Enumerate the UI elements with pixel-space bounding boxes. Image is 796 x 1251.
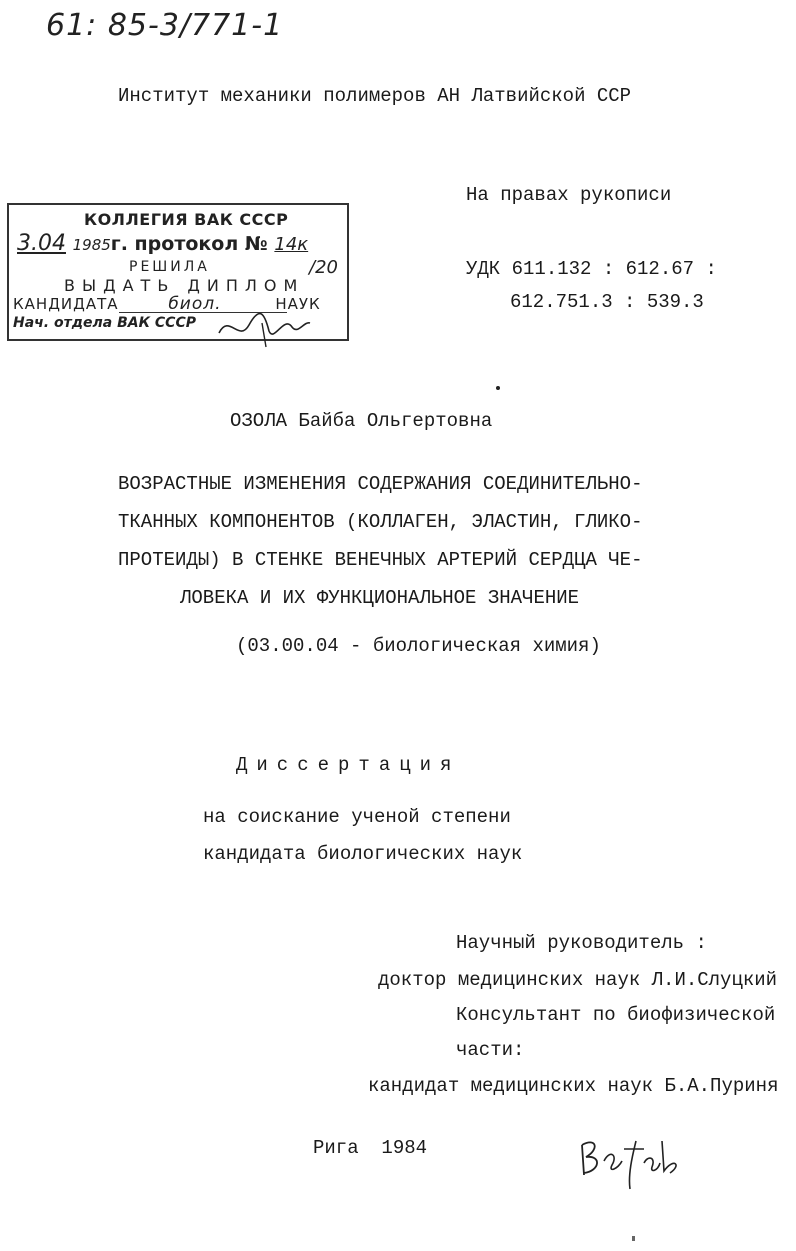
stamp-year: 1985 xyxy=(72,236,111,254)
stamp-degree-field: биол. xyxy=(168,294,222,314)
stamp-protocol-number: 14к xyxy=(274,234,309,255)
title-line-1: ВОЗРАСТНЫЕ ИЗМЕНЕНИЯ СОДЕРЖАНИЯ СОЕДИНИТЕЛЬНО- xyxy=(118,473,643,495)
udc-line-1: УДК 611.132 : 612.67 : xyxy=(466,258,717,280)
dissertation-title xyxy=(118,465,643,617)
consultant-label-2: части: xyxy=(456,1039,525,1061)
scan-speck xyxy=(632,1236,635,1241)
stamp-candidate: КАНДИДАТА xyxy=(13,295,119,313)
udc-line-2: 612.751.3 : 539.3 xyxy=(510,291,704,313)
stamp-decided: РЕШИЛА xyxy=(129,259,210,275)
institute-name: Институт механики полимеров АН Латвийской ССР xyxy=(118,85,632,107)
degree-line-2: кандидата биологических наук xyxy=(203,843,523,865)
supervisor-label: Научный руководитель : xyxy=(456,932,707,954)
title-line-4: ЛОВЕКА И ИХ ФУНКЦИОНАЛЬНОЕ ЗНАЧЕНИЕ xyxy=(180,587,580,609)
archive-code: 61: 85-3/771-1 xyxy=(46,8,284,43)
vak-stamp xyxy=(7,203,349,341)
author-signature xyxy=(574,1127,684,1197)
stamp-protocol-line xyxy=(17,231,308,256)
rights-notice: На правах рукописи xyxy=(466,184,672,206)
title-line-3: ПРОТЕИДЫ) В СТЕНКЕ ВЕНЕЧНЫХ АРТЕРИЙ СЕРДЦА ЧЕ- xyxy=(118,549,643,571)
stamp-signature xyxy=(214,303,314,348)
consultant-label-1: Консультант по биофизической xyxy=(456,1004,776,1026)
stamp-date: 3.04 xyxy=(17,231,66,256)
title-line-2: ТКАННЫХ КОМПОНЕНТОВ (КОЛЛАГЕН, ЭЛАСТИН, ГЛИКО- xyxy=(118,511,643,533)
degree-line-1: на соискание ученой степени xyxy=(203,806,511,828)
stamp-department-head: Нач. отдела ВАК СССР xyxy=(13,315,196,331)
stamp-sciences: НАУК xyxy=(275,295,321,313)
document-type: Диссертация xyxy=(236,754,461,776)
stamp-header: КОЛЛЕГИЯ ВАК СССР xyxy=(84,210,289,229)
supervisor-name: доктор медицинских наук Л.И.Слуцкий xyxy=(378,969,778,991)
place-and-year: Рига 1984 xyxy=(313,1137,428,1159)
ink-dot xyxy=(496,386,500,390)
stamp-issue-diploma: ВЫДАТЬ ДИПЛОМ xyxy=(64,276,305,295)
specialty-code: (03.00.04 - биологическая химия) xyxy=(236,635,601,657)
stamp-protocol-text: г. протокол № xyxy=(110,233,268,255)
author-name: ОЗОЛА Байба Ольгертовна xyxy=(230,410,493,432)
stamp-protocol-sub: /20 xyxy=(309,257,338,278)
consultant-name: кандидат медицинских наук Б.А.Пуриня xyxy=(368,1075,779,1097)
